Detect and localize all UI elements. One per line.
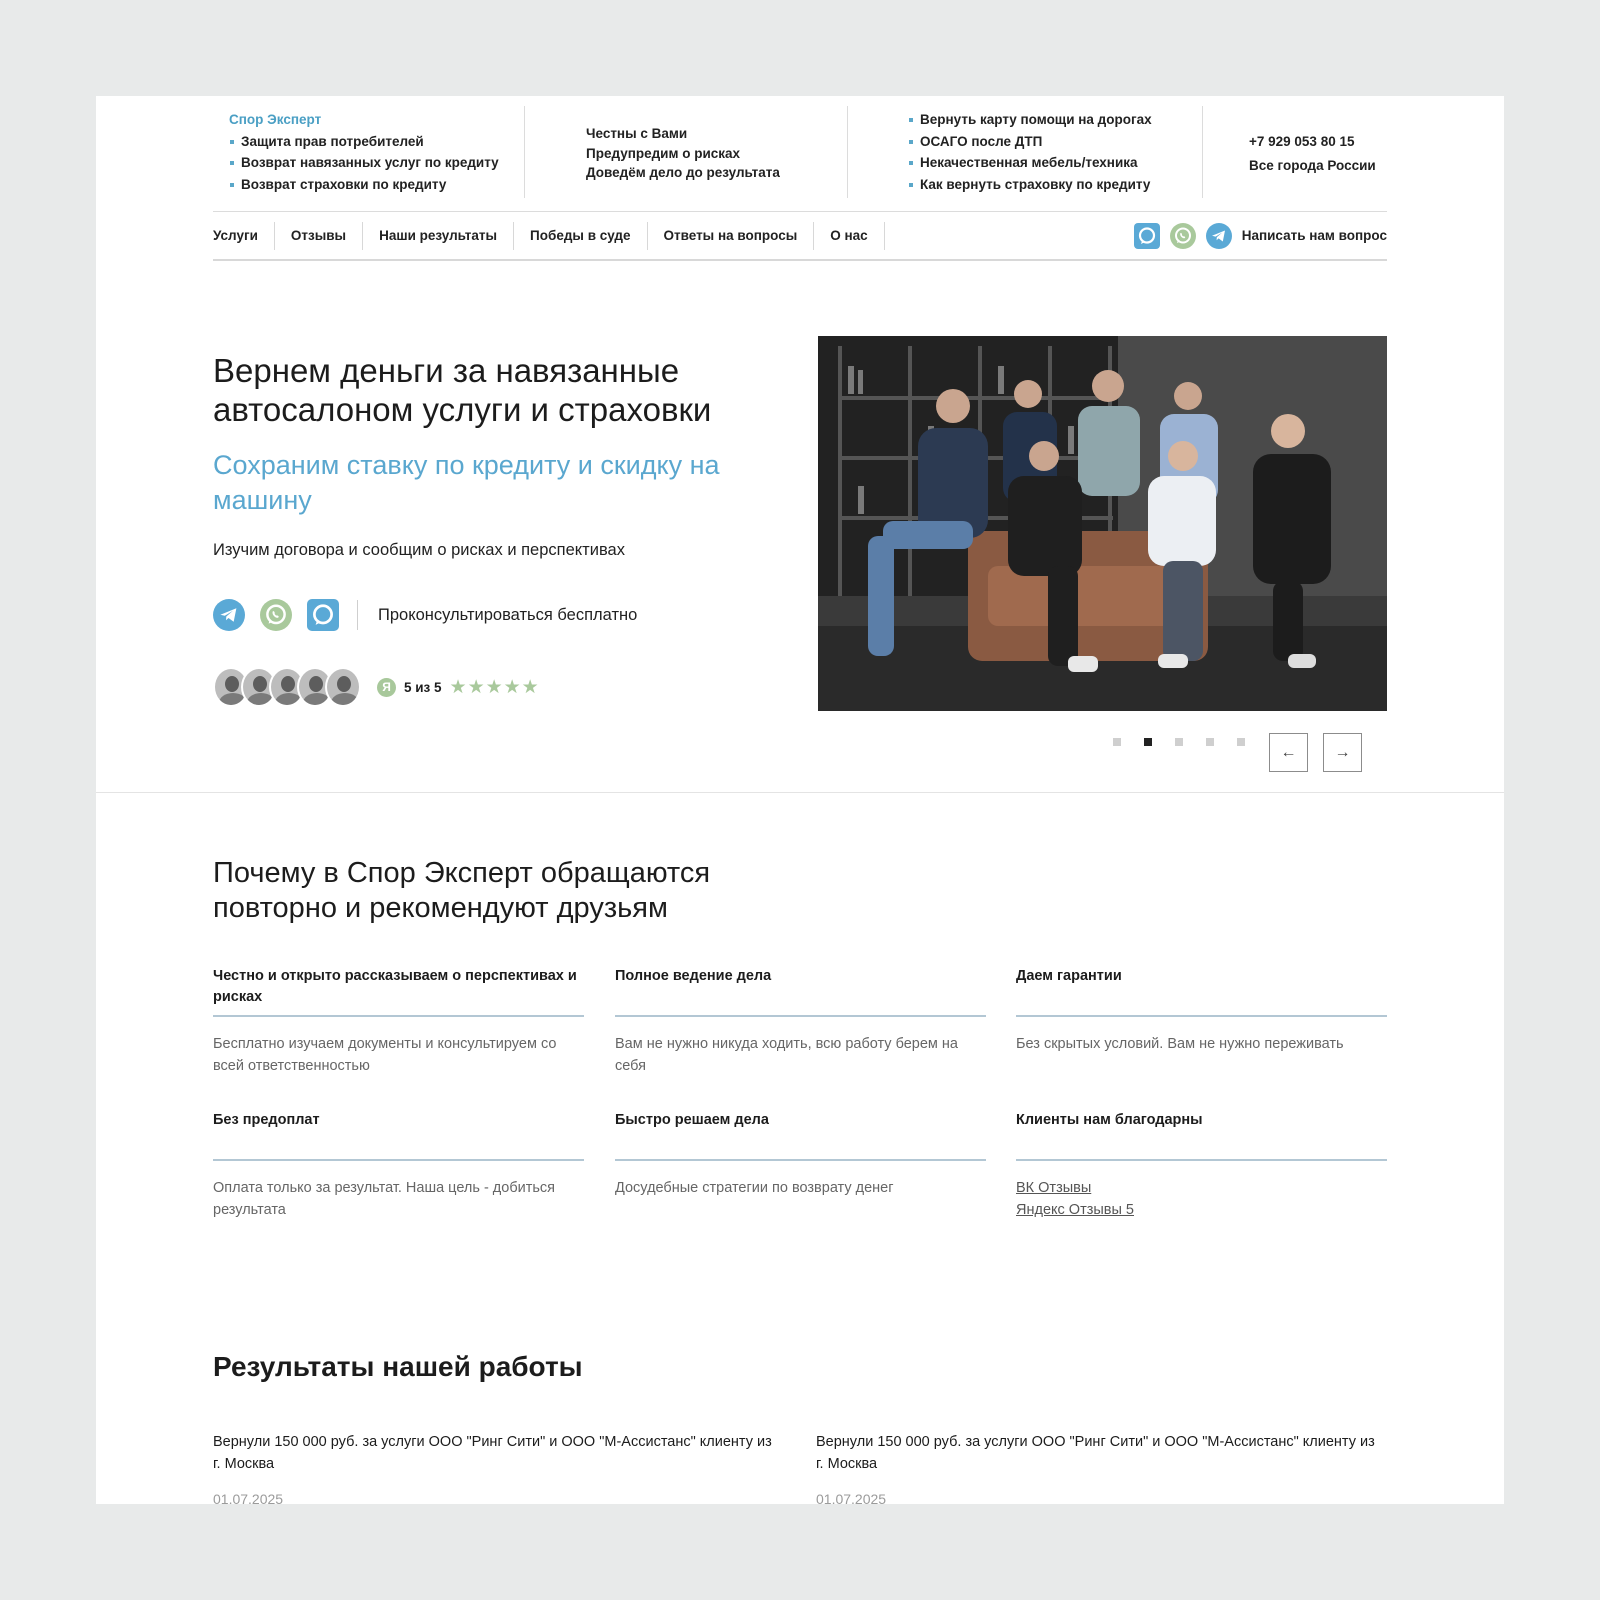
hero-description: Изучим договора и сообщим о рисках и перспективах [213, 541, 625, 559]
page [96, 96, 1504, 1504]
card-text: Без скрытых условий. Вам не нужно переживать [1016, 1036, 1344, 1052]
advantage-card [615, 966, 986, 1077]
nav-item-faq[interactable]: Ответы на вопросы [648, 222, 815, 250]
service-link[interactable]: Возврат навязанных услуг по кредиту [229, 152, 524, 174]
info-link[interactable]: Вернуть карту помощи на дорогах [908, 109, 1202, 131]
info-link[interactable]: ОСАГО после ДТП [908, 131, 1202, 153]
results-title: Результаты нашей работы [213, 1351, 583, 1382]
nav-contacts [1134, 223, 1387, 249]
card-title: Клиенты нам благодарны [1016, 1110, 1387, 1161]
card-title: Без предоплат [213, 1110, 584, 1161]
advantage-card [213, 1110, 584, 1221]
card-title: Честно и открыто рассказываем о перспективах и рисках [213, 966, 584, 1017]
slider-dot[interactable] [1113, 738, 1121, 746]
avatar [325, 667, 361, 707]
advantages-grid [213, 966, 1387, 1226]
result-text: Вернули 150 000 руб. за услуги ООО "Ринг Сити" и ООО "М-Ассистанс" клиенту из г. Москва [213, 1434, 772, 1472]
telegram-icon[interactable] [1206, 223, 1232, 249]
top-info-bar [213, 106, 1387, 201]
client-avatars [213, 667, 353, 707]
whatsapp-icon[interactable] [1170, 223, 1196, 249]
hero-subtitle: Сохраним ставку по кредиту и скидку на машину [213, 450, 720, 515]
card-text: Досудебные стратегии по возврату денег [615, 1180, 894, 1196]
result-text: Вернули 150 000 руб. за услуги ООО "Ринг Сити" и ООО "М-Ассистанс" клиенту из г. Москва [816, 1434, 1375, 1472]
card-text: Вам не нужно никуда ходить, всю работу берем на себя [615, 1036, 958, 1074]
info-link[interactable]: Некачественная мебель/техника [908, 152, 1202, 174]
consult-cta [213, 598, 637, 632]
yandex-icon: Я [377, 678, 396, 697]
main-nav [213, 211, 1387, 261]
region-text: Все города России [1249, 157, 1376, 173]
advantage-card [1016, 966, 1387, 1056]
slider-dot[interactable] [1206, 738, 1214, 746]
slider-dot[interactable] [1237, 738, 1245, 746]
rating-score: 5 из 5 [404, 679, 442, 695]
values-column [525, 106, 847, 201]
result-date: 01.07.2025 [816, 1491, 887, 1504]
divider [357, 600, 358, 630]
value-item: Честны с Вами [586, 126, 688, 141]
result-item[interactable] [816, 1432, 1386, 1504]
nav-item-services[interactable]: Услуги [213, 222, 275, 250]
chat-icon[interactable] [307, 599, 339, 631]
hero-title: Вернем деньги за навязанные автосалоном услуги и страховки [213, 352, 712, 428]
nav-item-court-wins[interactable]: Победы в суде [514, 222, 647, 250]
value-item: Доведём дело до результата [586, 165, 780, 180]
card-text: Оплата только за результат. Наша цель - добиться результата [213, 1180, 556, 1218]
arrow-right-icon: → [1334, 743, 1351, 761]
vk-reviews-link[interactable]: ВК Отзывы [1016, 1180, 1092, 1196]
links-column [848, 106, 1202, 201]
service-link[interactable]: Возврат страховки по кредиту [229, 174, 524, 196]
card-text: Бесплатно изучаем документы и консультируем со всей ответственностью [213, 1036, 557, 1074]
brand-name[interactable]: Спор Эксперт [229, 112, 322, 127]
team-photo [818, 336, 1387, 711]
slider-dot[interactable] [1144, 738, 1152, 746]
card-links [1016, 1178, 1387, 1221]
arrow-left-icon: ← [1280, 743, 1297, 761]
services-column [213, 106, 524, 201]
service-link[interactable]: Защита прав потребителей [229, 131, 524, 153]
nav-item-about[interactable]: О нас [814, 222, 884, 250]
result-item[interactable] [213, 1432, 783, 1504]
info-link[interactable]: Как вернуть страховку по кредиту [908, 174, 1202, 196]
rating-block [213, 666, 540, 708]
slider-dots [1113, 738, 1245, 746]
result-date: 01.07.2025 [213, 1491, 284, 1504]
why-title: Почему в Спор Эксперт обращаются повторно и рекомендуют друзьям [213, 857, 711, 924]
ask-question-link[interactable]: Написать нам вопрос [1241, 228, 1387, 243]
card-title: Даем гарантии [1016, 966, 1387, 1017]
card-title: Быстро решаем дела [615, 1110, 986, 1161]
advantage-card [1016, 1110, 1387, 1221]
phone-link[interactable]: +7 929 053 80 15 [1249, 134, 1355, 149]
section-divider [96, 792, 1504, 793]
telegram-icon[interactable] [213, 599, 245, 631]
slider-next-button[interactable] [1323, 733, 1362, 772]
chat-icon[interactable] [1134, 223, 1160, 249]
consult-button[interactable]: Проконсультироваться бесплатно [378, 605, 638, 624]
advantage-card [213, 966, 584, 1077]
card-title: Полное ведение дела [615, 966, 986, 1017]
advantage-card [615, 1110, 986, 1200]
slider-dot[interactable] [1175, 738, 1183, 746]
nav-item-results[interactable]: Наши результаты [363, 222, 514, 250]
star-rating: ★★★★★ [449, 676, 540, 698]
nav-item-reviews[interactable]: Отзывы [275, 222, 363, 250]
contact-column [1203, 106, 1387, 201]
yandex-reviews-link[interactable]: Яндекс Отзывы 5 [1016, 1201, 1134, 1218]
value-item: Предупредим о рисках [586, 145, 741, 161]
slider-prev-button[interactable] [1269, 733, 1308, 772]
whatsapp-icon[interactable] [260, 599, 292, 631]
